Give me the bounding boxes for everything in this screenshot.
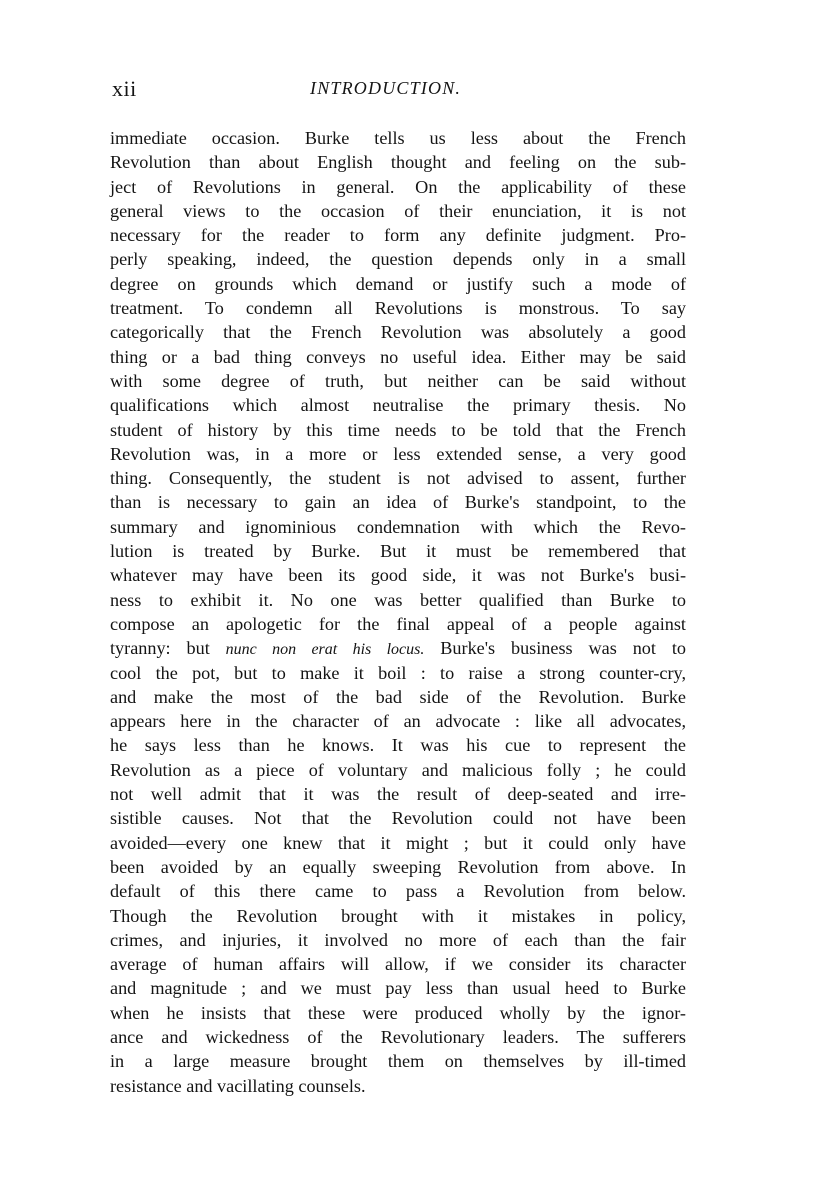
text-line: Revolution was, in a more or less extended sense, a very good [110,443,686,464]
text-line: general views to the occasion of their enunciation, it is not [110,200,686,221]
text-line: compose an apologetic for the final appeal of a people against [110,613,686,634]
text-line: ject of Revolutions in general. On the applicability of these [110,176,686,197]
text-line: crimes, and injuries, it involved no more of each than the fair [110,929,686,950]
text-line: perly speaking, indeed, the question depends only in a small [110,249,686,270]
text-line: not well admit that it was the result of deep-seated and irre- [110,784,686,805]
body-paragraph [110,126,686,1098]
text-line: qualifications which almost neutralise the primary thesis. No [110,395,686,416]
text-line: thing or a bad thing conveys no useful idea. Either may be said [110,346,686,367]
text-line: immediate occasion. Burke tells us less about the French [110,128,686,148]
running-title: INTRODUCTION. [310,78,462,98]
text-line: degree on grounds which demand or justify such a mode of [110,273,686,294]
text-line: whatever may have been its good side, it was not Burke's busi- [110,565,686,586]
text-line-with-latin [110,636,686,660]
page-header [112,76,686,106]
text-segment: tyranny: but [110,638,226,659]
text-line: he says less than he knows. It was his cue to represent the [110,735,686,756]
text-line: with some degree of truth, but neither can be said without [110,370,686,391]
text-segment: Burke's business was not to [424,638,686,659]
text-line: avoided—every one knew that it might ; but it could only have [110,832,686,853]
text-line: default of this there came to pass a Revolution from below. [110,881,686,902]
text-line: summary and ignominious condemnation with which the Revo- [110,516,686,537]
text-line: been avoided by an equally sweeping Revolution from above. In [110,856,686,877]
text-line: categorically that the French Revolution was absolutely a good [110,322,686,343]
text-line: in a large measure brought them on themselves by ill-timed [110,1051,686,1072]
text-line: appears here in the character of an advocate : like all advocates, [110,711,686,732]
latin-phrase: nunc non erat his locus. [225,641,425,659]
text-line: and make the most of the bad side of the Revolution. Burke [110,686,686,707]
text-line: and magnitude ; and we must pay less than usual heed to Burke [110,978,686,999]
text-line: average of human affairs will allow, if we consider its character [110,954,686,975]
text-line: thing. Consequently, the student is not advised to assent, further [110,468,686,489]
text-line: cool the pot, but to make it boil : to raise a strong counter-cry, [110,662,686,683]
text-line: ness to exhibit it. No one was better qualified than Burke to [110,589,686,610]
page-number: xii [112,76,137,101]
text-line: Though the Revolution brought with it mistakes in policy, [110,905,686,926]
text-line: Revolution than about English thought and feeling on the sub- [110,152,686,173]
text-line: student of history by this time needs to be told that the French [110,419,686,440]
text-line: ance and wickedness of the Revolutionary leaders. The sufferers [110,1026,686,1047]
text-line: treatment. To condemn all Revolutions is monstrous. To say [110,298,686,319]
text-line: when he insists that these were produced wholly by the ignor- [110,1002,686,1023]
text-line: than is necessary to gain an idea of Burke's standpoint, to the [110,492,686,513]
text-line: sistible causes. Not that the Revolution could not have been [110,808,686,829]
text-line: Revolution as a piece of voluntary and malicious folly ; he could [110,759,686,780]
text-line: lution is treated by Burke. But it must be remembered that [110,541,686,562]
text-line-last: resistance and vacillating counsels. [110,1075,366,1096]
text-line: necessary for the reader to form any definite judgment. Pro- [110,225,686,246]
